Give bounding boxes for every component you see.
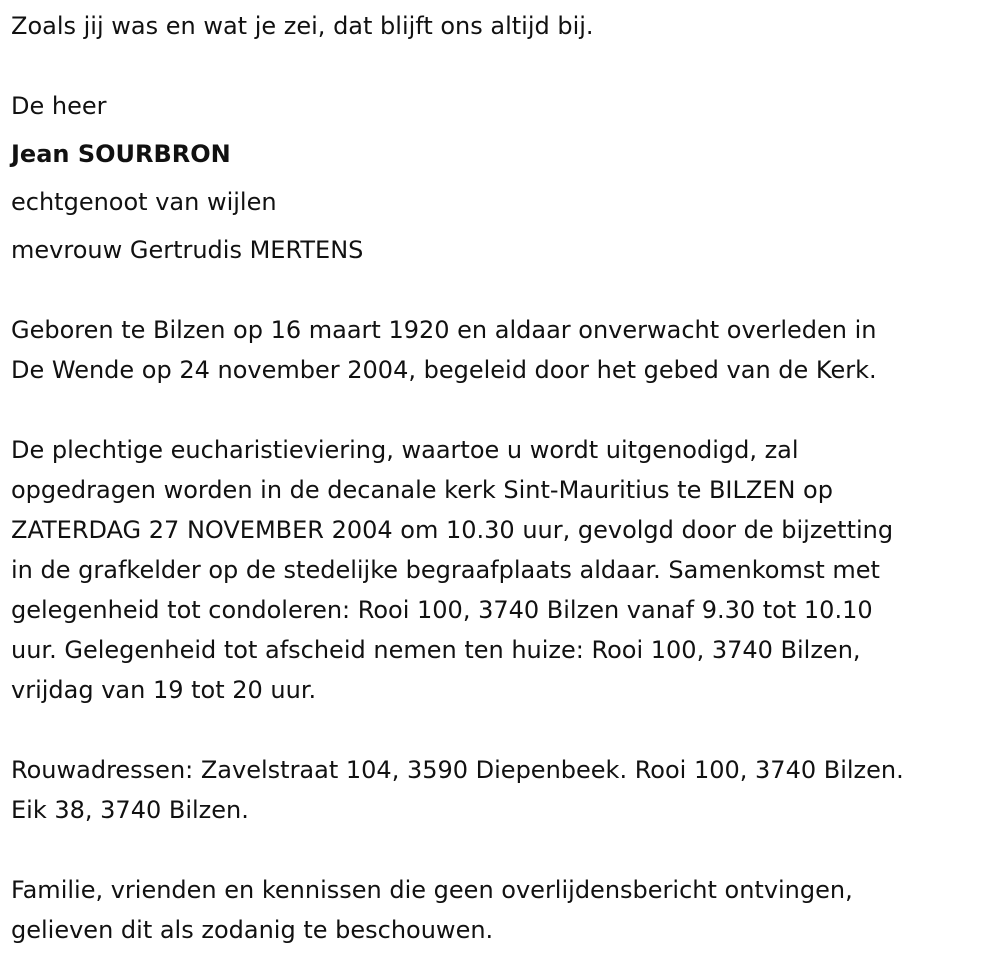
motto: Zoals jij was en wat je zei, dat blijft ons altijd bij. [11, 12, 594, 40]
addresses-line: Eik 38, 3740 Bilzen. [11, 796, 249, 824]
closing-line: Familie, vrienden en kennissen die geen overlijdensbericht ontvingen, [11, 876, 853, 904]
ceremony-line: gelegenheid tot condoleren: Rooi 100, 3740 Bilzen vanaf 9.30 tot 10.10 [11, 596, 873, 624]
ceremony-line: ZATERDAG 27 NOVEMBER 2004 om 10.30 uur, gevolgd door de bijzetting [11, 516, 894, 544]
deceased-name: Jean SOURBRON [11, 140, 231, 168]
birth-death-line: Geboren te Bilzen op 16 maart 1920 en aldaar onverwacht overleden in [11, 316, 877, 344]
ceremony-line: in de grafkelder op de stedelijke begraafplaats aldaar. Samenkomst met [11, 556, 880, 584]
relation-line-1: echtgenoot van wijlen [11, 188, 277, 216]
ceremony-line: vrijdag van 19 tot 20 uur. [11, 676, 317, 704]
closing-line: gelieven dit als zodanig te beschouwen. [11, 916, 494, 944]
relation-line-2: mevrouw Gertrudis MERTENS [11, 236, 364, 264]
salutation: De heer [11, 92, 107, 120]
ceremony-line: opgedragen worden in de decanale kerk Sint-Mauritius te BILZEN op [11, 476, 833, 504]
ceremony-line: uur. Gelegenheid tot afscheid nemen ten huize: Rooi 100, 3740 Bilzen, [11, 636, 861, 664]
ceremony-line: De plechtige eucharistieviering, waartoe u wordt uitgenodigd, zal [11, 436, 799, 464]
addresses-line: Rouwadressen: Zavelstraat 104, 3590 Diepenbeek. Rooi 100, 3740 Bilzen. [11, 756, 904, 784]
birth-death-line: De Wende op 24 november 2004, begeleid door het gebed van de Kerk. [11, 356, 877, 384]
